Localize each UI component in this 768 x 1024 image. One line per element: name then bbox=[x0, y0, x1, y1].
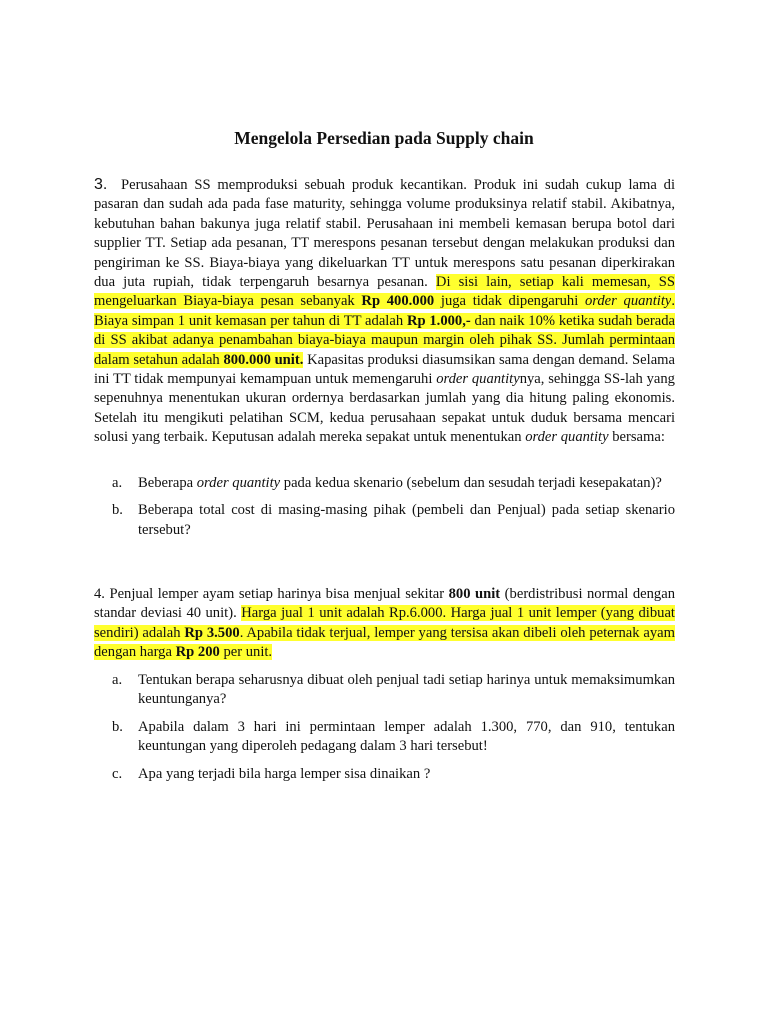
list-item bbox=[94, 671, 675, 710]
q3-holding-cost: Rp 1.000,- bbox=[406, 312, 471, 329]
q3-highlight-2: juga tidak dipengaruhi bbox=[434, 293, 585, 310]
list-item bbox=[94, 501, 675, 540]
q4-highlight-1: Harga jual 1 unit adalah Rp.6.000. Harga jual 1 unit lemper (yang dibuat sendiri) adalah bbox=[94, 605, 675, 641]
list-item-text: Beberapa total cost di masing-masing pihak (pembeli dan Penjual) pada setiap skenario tersebut? bbox=[138, 502, 675, 538]
q3-text-3: nya, sehingga SS-lah yang sepenuhnya menentukan ukuran ordernya berdasarkan jumlah yang dia hitung paling ekonomis. Setelah itu mengikuti pelatihan SCM, kedua perusahaan sepakat untuk duduk bersama mencari solusi yang terbaik. Keputusan adalah mereka sepakat untuk menentukan bbox=[94, 371, 675, 446]
question-4-list bbox=[94, 671, 675, 784]
q3-highlight-2-italic: order quantity bbox=[584, 293, 672, 310]
q4-text-2: (berdistribusi normal dengan standar deviasi 40 unit). bbox=[94, 586, 675, 622]
question-4-paragraph bbox=[94, 585, 675, 663]
q4-highlight-3: per unit. bbox=[219, 644, 273, 661]
question-3-number: 3. bbox=[94, 176, 108, 193]
list-item-letter: a. bbox=[112, 475, 123, 491]
q3-text-2: Kapasitas produksi diasumsikan sama dengan demand. Selama ini TT tidak mempunyai kemampuan untuk memengaruhi bbox=[94, 351, 676, 388]
list-item bbox=[94, 718, 675, 757]
list-item-text: Apa yang terjadi bila harga lemper sisa dinaikan ? bbox=[138, 765, 431, 782]
list-item-letter: b. bbox=[112, 502, 123, 519]
q4-highlight-2: . Apabila tidak terjual, lemper yang tersisa akan dibeli oleh peternak ayam dengan harga bbox=[94, 624, 675, 661]
list-item-letter: a. bbox=[112, 672, 123, 688]
q3-text-1: Perusahaan SS memproduksi sebuah produk kecantikan. Produk ini sudah cukup lama di pasaran dan sudah ada pada fase maturity, sehingga volume produksinya relatif stabil. Akibatnya, kebutuhan bahan bakunya juga relatif stabil. Perusahaan ini membeli kemasan berupa botol dari supplier TT. Setiap ada pesanan, TT merespons pesanan tersebut dengan melakukan produksi dan pengiriman ke SS. Biaya-biaya yang dikeluarkan TT untuk merespons satu pesanan diperkirakan dua juta rupiah, tidak terpengaruh besarnya pesanan. bbox=[94, 177, 675, 291]
q4-text-1: 4. Penjual lemper ayam setiap harinya bisa menjual sekitar bbox=[94, 586, 449, 602]
q3-text-2-italic: order quantity bbox=[436, 371, 520, 388]
q3-text-4: bersama: bbox=[608, 429, 665, 446]
list-item-text: Beberapa bbox=[138, 475, 197, 491]
question-3-list bbox=[94, 474, 675, 540]
q3-highlight-1: Di sisi lain, setiap kali memesan, SS mengeluarkan Biaya-biaya pesan sebanyak bbox=[94, 274, 675, 310]
list-item-letter: b. bbox=[112, 718, 123, 735]
q4-daily-sales: 800 unit bbox=[448, 586, 501, 602]
list-item bbox=[94, 474, 675, 493]
q3-annual-demand: 800.000 unit. bbox=[223, 351, 304, 368]
list-item-text: pada kedua skenario (sebelum dan sesudah terjadi kesepakatan)? bbox=[280, 475, 662, 491]
list-item bbox=[94, 765, 675, 784]
q3-highlight-4: dan naik 10% ketika sudah berada di SS akibat adanya penambahan biaya-biaya maupun margin oleh pihak SS. Jumlah permintaan dalam setahun adalah bbox=[94, 312, 676, 368]
list-item-italic: order quantity bbox=[196, 475, 281, 491]
q3-highlight-3: . Biaya simpan 1 unit kemasan per tahun di TT adalah bbox=[94, 293, 676, 329]
q3-text-3-italic: order quantity bbox=[525, 429, 609, 446]
q4-unit-cost: Rp 3.500 bbox=[184, 624, 240, 641]
q4-salvage-price: Rp 200 bbox=[175, 644, 220, 661]
list-item-letter: c. bbox=[112, 765, 123, 782]
list-item-text: Tentukan berapa seharusnya dibuat oleh penjual tadi setiap harinya untuk memaksimumkan keuntunganya? bbox=[138, 672, 675, 708]
question-3-paragraph bbox=[94, 175, 675, 448]
q3-order-cost: Rp 400.000 bbox=[361, 293, 435, 310]
document-title: Mengelola Persedian pada Supply chain bbox=[234, 128, 534, 148]
list-item-text: Apabila dalam 3 hari ini permintaan lemper adalah 1.300, 770, dan 910, tentukan keuntungan yang diperoleh pedagang dalam 3 hari tersebut! bbox=[138, 718, 675, 755]
